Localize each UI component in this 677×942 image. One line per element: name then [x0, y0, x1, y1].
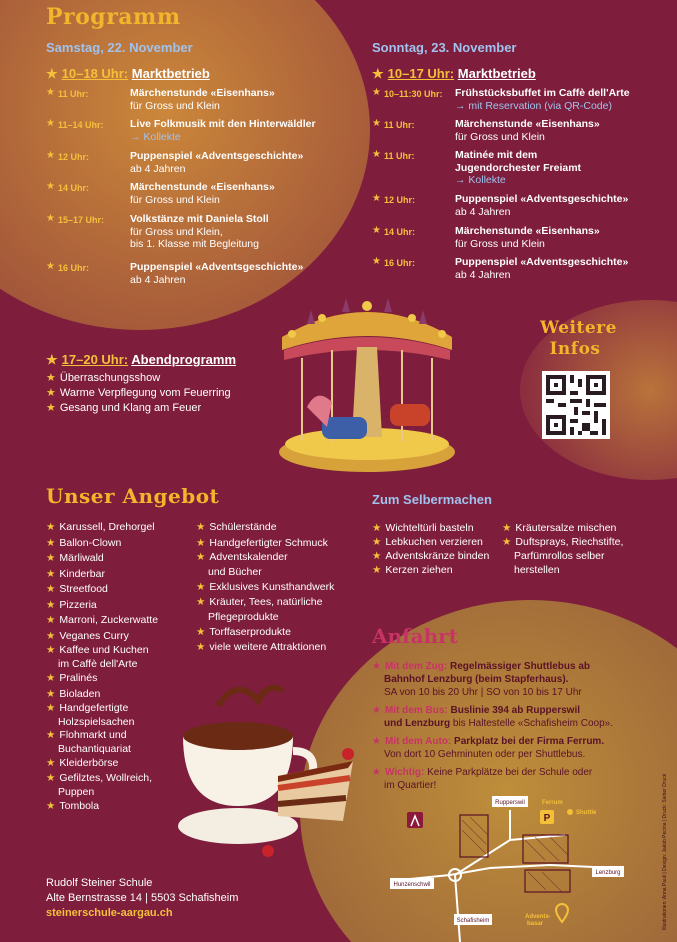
star-icon: ★ — [46, 552, 56, 564]
star-icon: ★ — [46, 629, 56, 642]
evening-main: ★ 17–20 Uhr: Abendprogramm — [46, 352, 237, 367]
star-icon: ★ — [502, 522, 512, 534]
carousel-illustration — [262, 292, 472, 482]
kollekte-link[interactable]: → Kollekte — [455, 174, 506, 186]
list-item: ★ Pizzeria — [46, 598, 97, 611]
credits: Illustrationen: Anna Pauli | Design: Jakob Pecina | Druck: Sieber Druck — [662, 773, 668, 930]
school-name: Rudolf Steiner Schule — [46, 877, 153, 889]
footer — [46, 876, 238, 921]
list-item-continued: und Bücher — [208, 566, 262, 578]
list-item: ★ Streetfood — [46, 583, 108, 595]
star-icon: ★ — [46, 402, 56, 414]
list-item: ★ Pralinés — [46, 672, 98, 684]
star-icon: ★ — [46, 387, 56, 399]
list-item: ★ Warme Verpflegung vom Feuerring — [46, 387, 231, 399]
star-icon: ★ — [196, 641, 206, 653]
star-icon: ★ — [46, 583, 56, 595]
angebot-list-1 — [46, 520, 158, 814]
star-icon: ★ — [46, 702, 56, 714]
star-icon: ★ — [372, 66, 384, 81]
map-label-adventsbasar-2: basar — [527, 921, 544, 927]
route-important: ★ Wichtig: Keine Parkplätze bei der Schule oder im Quartier! — [372, 767, 593, 791]
list-item-continued: Holzspielsachen — [58, 716, 135, 728]
star-icon: ★ — [46, 672, 56, 684]
selbermachen-list-2 — [502, 521, 623, 577]
star-icon: ★ — [372, 193, 381, 204]
list-item: ★ Kaffee und Kuchen — [46, 644, 149, 656]
list-item-continued: Parfümrollos selber — [514, 550, 605, 562]
list-item: ★ Kerzen ziehen — [372, 564, 453, 576]
list-item: ★ Kräuter, Tees, natürliche — [196, 595, 323, 608]
list-item-continued: im Caffè dell'Arte — [58, 658, 138, 670]
star-icon: ★ — [46, 352, 58, 367]
weitere-infos-heading: Weitere Infos — [540, 318, 617, 359]
star-icon: ★ — [196, 595, 206, 608]
list-item: ★ Adventskränze binden — [372, 550, 490, 562]
star-icon: ★ — [372, 767, 381, 778]
star-icon: ★ — [196, 521, 206, 533]
angebot-list-2 — [196, 520, 334, 656]
star-icon: ★ — [372, 256, 381, 267]
shuttle-stop-icon — [567, 809, 573, 815]
star-icon: ★ — [46, 261, 55, 272]
star-icon: ★ — [372, 536, 382, 548]
map-label-ferrum: Ferrum — [542, 800, 563, 806]
list-item: ★ Handgefertigter Schmuck — [196, 536, 328, 549]
page-title: Programm — [46, 4, 181, 30]
star-icon: ★ — [46, 536, 56, 549]
star-icon: ★ — [372, 564, 382, 576]
star-icon: ★ — [502, 536, 512, 548]
star-icon: ★ — [196, 625, 206, 638]
list-item: ★ Kleiderbörse — [46, 757, 119, 769]
list-item: ★ Bioladen — [46, 687, 101, 700]
list-item-continued: herstellen — [514, 564, 560, 576]
list-item-continued: Pflegeprodukte — [208, 610, 279, 623]
star-icon: ★ — [372, 522, 382, 534]
star-icon: ★ — [46, 614, 56, 626]
list-item: ★ Gesang und Klang am Feuer — [46, 402, 202, 414]
star-icon: ★ — [46, 567, 56, 580]
star-icon: ★ — [372, 118, 381, 129]
star-icon: ★ — [372, 736, 381, 747]
star-icon: ★ — [46, 87, 55, 98]
list-item: ★ Ballon-Clown — [46, 536, 122, 549]
star-icon: ★ — [196, 581, 206, 593]
star-icon: ★ — [196, 551, 206, 563]
star-icon: ★ — [46, 598, 56, 611]
school-address: Alte Bernstrasse 14 | 5503 Schafisheim — [46, 892, 239, 904]
list-item: ★ Flohmarkt und — [46, 729, 127, 741]
reservation-link[interactable]: → mit Reservation (via QR-Code) — [455, 99, 612, 112]
list-item: ★ Überraschungsshow — [46, 372, 161, 384]
route-bus: ★ Mit dem Bus: Buslinie 394 ab Rupperswil und Lenzburg bis Haltestelle «Schafisheim Coop». — [372, 705, 613, 729]
evening-list — [46, 371, 231, 416]
map-label-schafisheim: Schafisheim — [456, 918, 490, 924]
star-icon: ★ — [372, 149, 381, 160]
star-icon: ★ — [372, 87, 381, 98]
star-icon: ★ — [372, 550, 382, 562]
list-item: ★ viele weitere Attraktionen — [196, 641, 327, 653]
star-icon: ★ — [46, 799, 56, 812]
list-item: ★ Duftsprays, Riechstifte, — [502, 536, 624, 548]
list-item: ★ Handgefertigte — [46, 702, 129, 714]
star-icon: ★ — [46, 181, 55, 192]
anfahrt-heading: Anfahrt — [372, 624, 458, 648]
list-item: ★ Schülerstände — [196, 521, 277, 533]
star-icon: ★ — [46, 644, 56, 656]
list-item: ★ Lebkuchen verzieren — [372, 536, 483, 548]
parking-label: P — [543, 813, 551, 824]
list-item: ★ Veganes Curry — [46, 629, 129, 642]
map-label-lenzburg: Lenzburg — [595, 870, 621, 876]
list-item: ★ Karussell, Drehorgel — [46, 521, 155, 533]
list-item-continued: Buchantiquariat — [58, 743, 131, 755]
star-icon: ★ — [46, 757, 56, 769]
sunday-heading: Sonntag, 23. November — [372, 40, 517, 55]
list-item: ★ Adventskalender — [196, 551, 288, 563]
list-item: ★ Exklusives Kunsthandwerk — [196, 581, 335, 593]
kollekte-link[interactable]: → Kollekte — [130, 130, 181, 143]
route-train: ★ Mit dem Zug: Regelmässiger Shuttlebus ab Bahnhof Lenzburg (beim Stapferhaus). SA von 10 bis 20 Uhr | SO von 10 bis 17 Uhr — [372, 661, 591, 698]
star-icon: ★ — [46, 521, 56, 533]
star-icon: ★ — [46, 213, 55, 224]
map-label-hunzenschwil: Hunzenschwil — [393, 882, 431, 888]
star-icon: ★ — [46, 729, 56, 741]
saturday-heading: Samstag, 22. November — [46, 40, 193, 55]
list-item: ★ Kinderbar — [46, 567, 105, 580]
list-item: ★ Wichteltürli basteln — [372, 522, 474, 534]
coffee-cake-illustration — [168, 666, 368, 866]
list-item: ★ Kräutersalze mischen — [502, 522, 617, 534]
sunday-main: ★ 10–17 Uhr: Marktbetrieb — [372, 66, 536, 81]
star-icon: ★ — [46, 687, 56, 700]
map-label-adventsbasar-1: Advents- — [525, 914, 551, 920]
star-icon: ★ — [372, 705, 381, 716]
map-label-rupperswil: Rupperswil — [495, 800, 525, 806]
star-icon: ★ — [46, 150, 55, 161]
route-car: ★ Mit dem Auto: Parkplatz bei der Firma Ferrum. Von dort 10 Gehminuten oder per Shuttlebus. — [372, 736, 605, 760]
list-item: ★ Tombola — [46, 799, 100, 812]
website-link[interactable]: steinerschule-aargau.ch — [46, 907, 173, 919]
saturday-main: ★ 10–18 Uhr: Marktbetrieb — [46, 66, 210, 81]
location-map[interactable] — [380, 790, 650, 942]
map-label-shuttle: Shuttle — [576, 810, 597, 816]
star-icon: ★ — [372, 661, 381, 672]
star-icon: ★ — [46, 118, 55, 129]
star-icon: ★ — [46, 771, 56, 784]
location-pin-icon — [556, 904, 568, 922]
list-item: ★ Gefilztes, Wollreich, — [46, 771, 153, 784]
list-item: ★ Torffaserprodukte — [196, 625, 291, 638]
list-item-continued: Puppen — [58, 785, 95, 798]
list-item: ★ Marroni, Zuckerwatte — [46, 614, 159, 626]
list-item: ★ Märliwald — [46, 552, 104, 564]
star-icon: ★ — [372, 225, 381, 236]
selbermachen-list-1 — [372, 521, 489, 577]
star-icon: ★ — [46, 66, 58, 81]
angebot-heading: Unser Angebot — [46, 484, 220, 508]
star-icon: ★ — [196, 536, 206, 549]
star-icon: ★ — [46, 372, 56, 384]
selbermachen-heading: Zum Selbermachen — [372, 492, 492, 507]
qr-code[interactable] — [542, 371, 610, 439]
